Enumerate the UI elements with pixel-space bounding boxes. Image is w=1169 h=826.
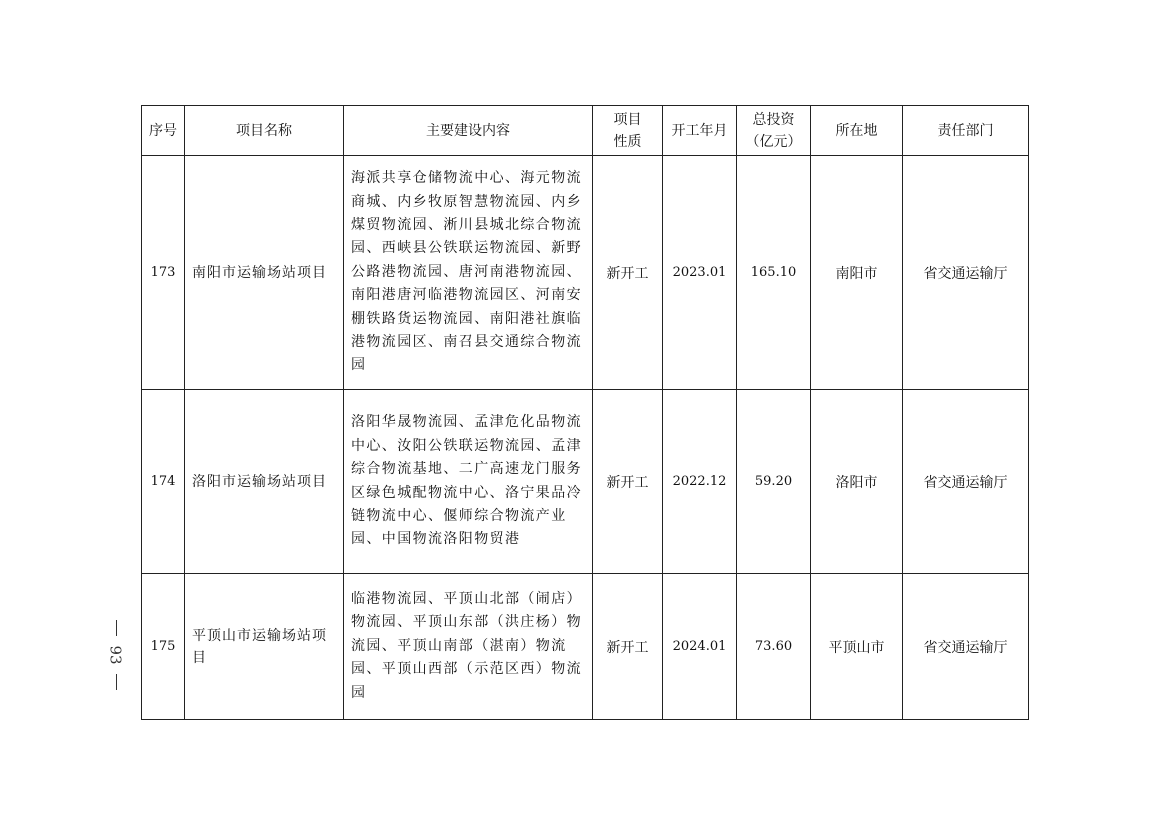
row-seq: 173: [142, 156, 185, 390]
row-content: 临港物流园、平顶山北部（闹店）物流园、平顶山东部（洪庄杨）物流园、平顶山南部（湛南）物流园、平顶山西部（示范区西）物流园: [344, 574, 593, 720]
row-invest: 165.10: [737, 156, 811, 390]
row-location: 南阳市: [811, 156, 903, 390]
table-row: [142, 574, 1029, 720]
row-seq: 174: [142, 390, 185, 574]
header-dept: 责任部门: [903, 106, 1029, 156]
row-location: 洛阳市: [811, 390, 903, 574]
row-nature: 新开工: [593, 574, 663, 720]
header-content: 主要建设内容: [344, 106, 593, 156]
row-name: 洛阳市运输场站项目: [185, 390, 344, 574]
row-invest: 59.20: [737, 390, 811, 574]
row-location: 平顶山市: [811, 574, 903, 720]
row-name: 南阳市运输场站项目: [185, 156, 344, 390]
project-table: [141, 105, 1029, 720]
row-dept: 省交通运输厅: [903, 574, 1029, 720]
header-invest-line1: 总投资: [752, 111, 795, 128]
row-dept: 省交通运输厅: [903, 156, 1029, 390]
header-nature-line1: 项目: [613, 111, 642, 128]
row-start: 2023.01: [663, 156, 737, 390]
header-nature-line2: 性质: [613, 133, 642, 150]
row-seq: 175: [142, 574, 185, 720]
row-start: 2024.01: [663, 574, 737, 720]
header-name: 项目名称: [185, 106, 344, 156]
page-number: [104, 620, 128, 700]
row-name: 平顶山市运输场站项目: [185, 574, 344, 720]
row-start: 2022.12: [663, 390, 737, 574]
header-row: [142, 106, 1029, 156]
header-start: 开工年月: [663, 106, 737, 156]
row-nature: 新开工: [593, 156, 663, 390]
row-dept: 省交通运输厅: [903, 390, 1029, 574]
table-row: [142, 390, 1029, 574]
page-number-text: 93: [107, 645, 125, 665]
row-nature: 新开工: [593, 390, 663, 574]
header-seq: 序号: [142, 106, 185, 156]
header-invest-line2: （亿元）: [745, 133, 802, 150]
row-content: 海派共享仓储物流中心、海元物流商城、内乡牧原智慧物流园、内乡煤贸物流园、淅川县城北综合物流园、西峡县公铁联运物流园、新野公路港物流园、唐河南港物流园、南阳港唐河临港物流园区、河南安棚铁路货运物流园、南阳港社旗临港物流园区、南召县交通综合物流园: [344, 156, 593, 390]
header-invest: [737, 106, 811, 156]
page-number-dash-bottom: [116, 674, 117, 690]
header-location: 所在地: [811, 106, 903, 156]
row-content: 洛阳华晟物流园、孟津危化品物流中心、汝阳公铁联运物流园、孟津综合物流基地、二广高速龙门服务区绿色城配物流中心、洛宁果品冷链物流中心、偃师综合物流产业园、中国物流洛阳物贸港: [344, 390, 593, 574]
page-number-dash-top: [116, 620, 117, 636]
header-nature: [593, 106, 663, 156]
row-invest: 73.60: [737, 574, 811, 720]
table-row: [142, 156, 1029, 390]
